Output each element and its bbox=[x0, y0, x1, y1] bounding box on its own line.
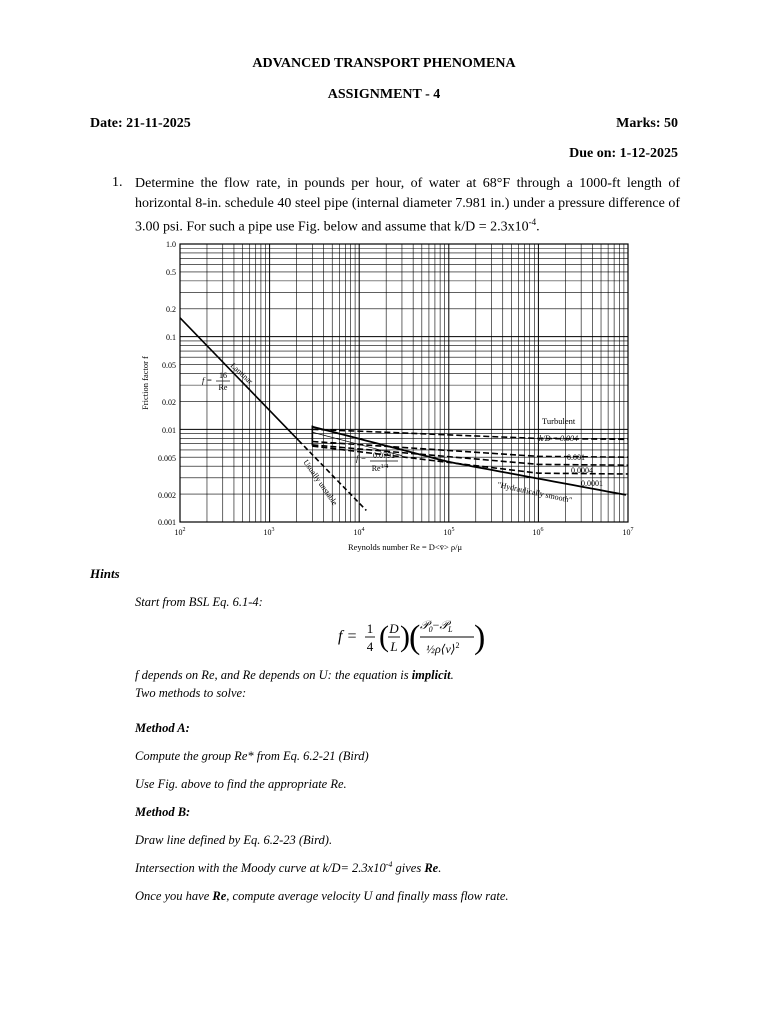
hint-final bbox=[135, 889, 509, 904]
roughness-label-0-001: 0.001 bbox=[567, 453, 585, 462]
x-tick-1e3: $10^3$ bbox=[263, 527, 275, 537]
roughness-label-0-0001: 0.0001 bbox=[581, 479, 603, 488]
blasius-eq-num: 0.0791 bbox=[373, 451, 395, 460]
hint-implicit bbox=[135, 668, 454, 683]
y-tick-0-02: 0.02 bbox=[162, 398, 176, 407]
y-tick-labels bbox=[158, 240, 176, 527]
eq-denominator: ½ρ⟨v⟩$^2$ bbox=[426, 641, 460, 656]
y-tick-0-01: 0.01 bbox=[162, 426, 176, 435]
roughness-label-0-004: k/D = 0.004 bbox=[539, 434, 578, 443]
question-body: Determine the flow rate, in pounds per hour, of water at 68°F through a 1000-ft length of horizontal 8-in. schedule 40 steel pipe (internal diameter 7.981 in.) under a pressure difference of 3.00 psi. For such a pipe use Fig. below and assume that k/D = 2.3x10 bbox=[135, 176, 680, 235]
unstable-label: Usually unstable bbox=[301, 457, 340, 508]
turbulent-label: Turbulent bbox=[542, 416, 576, 426]
eq-quarter-den: 4 bbox=[366, 639, 374, 654]
laminar-eq-den: Re bbox=[218, 383, 228, 392]
eq-L: L bbox=[390, 639, 398, 654]
method-a-step-2: Use Fig. above to find the appropriate Re. bbox=[135, 777, 347, 791]
hints-heading: Hints bbox=[90, 566, 120, 581]
hint-implicit-bold: implicit bbox=[411, 668, 451, 682]
equation-6-1-4 bbox=[336, 608, 486, 664]
hint-implicit-post: . bbox=[450, 668, 454, 682]
question-number: 1. bbox=[112, 175, 123, 190]
method-a-heading: Method A: bbox=[135, 721, 190, 735]
smooth-label: "Hydraulically smooth" bbox=[496, 480, 573, 505]
chart-curves bbox=[180, 318, 628, 511]
method-b-step-2-post: . bbox=[438, 861, 442, 876]
marks-label: Marks: 50 bbox=[616, 116, 678, 131]
due-date-label: Due on: 1-12-2025 bbox=[569, 146, 678, 161]
y-tick-0-005: 0.005 bbox=[158, 454, 176, 463]
hint-final-bold: Re bbox=[212, 889, 227, 903]
blasius-equation bbox=[356, 451, 398, 473]
x-tick-1e7: $10^7$ bbox=[622, 527, 634, 537]
eq-numerator: 𝒫$_0$−𝒫$_L$ bbox=[420, 618, 453, 634]
y-tick-0-002: 0.002 bbox=[158, 491, 176, 500]
blasius-eq-den: $Re^{1/4}$ bbox=[371, 464, 389, 473]
eq-quarter-num: 1 bbox=[366, 621, 374, 636]
x-tick-1e4: $10^4$ bbox=[353, 527, 365, 537]
method-b-step-2-bold: Re bbox=[424, 861, 439, 876]
hint-start: Start from BSL Eq. 6.1-4: bbox=[135, 595, 263, 609]
method-a-step-1: Compute the group Re* from Eq. 6.2-21 (Bird) bbox=[135, 749, 369, 763]
eq-f: f = bbox=[338, 628, 358, 645]
y-tick-1: 1.0 bbox=[166, 240, 176, 249]
x-axis-label: Reynolds number Re = D<v̄> ρ/μ bbox=[347, 542, 463, 552]
laminar-eq-lhs: f = bbox=[202, 375, 213, 385]
hint-implicit-pre: f depends on Re, and Re depends on U: the equation is bbox=[135, 668, 412, 682]
eq-D: D bbox=[389, 621, 399, 636]
y-tick-0-001: 0.001 bbox=[158, 518, 176, 527]
method-b-step-2-exp: -4 bbox=[385, 860, 393, 869]
method-b-step-1: Draw line defined by Eq. 6.2-23 (Bird). bbox=[135, 833, 333, 847]
laminar-eq-num: 16 bbox=[219, 371, 227, 380]
roughness-label-0-0004: 0.0004 bbox=[571, 466, 593, 475]
eq-paren-open-1: ( bbox=[379, 620, 389, 653]
eq-paren-open-2: ( bbox=[409, 619, 421, 656]
hint-final-post: , compute average velocity U and finally mass flow rate. bbox=[226, 889, 509, 903]
friction-factor-chart bbox=[130, 236, 650, 558]
x-tick-1e2: $10^2$ bbox=[174, 527, 186, 537]
method-b-heading: Method B: bbox=[135, 805, 191, 819]
laminar-equation bbox=[202, 371, 230, 392]
question-end: . bbox=[536, 219, 540, 235]
y-axis-label: Friction factor f bbox=[140, 356, 150, 410]
method-b-step-2-pre: Intersection with the Moody curve at k/D= 2.3x10 bbox=[135, 861, 386, 876]
hint-final-pre: Once you have bbox=[135, 889, 213, 903]
x-tick-1e5: $10^5$ bbox=[443, 527, 455, 537]
y-tick-0-2: 0.2 bbox=[166, 305, 176, 314]
course-title: ADVANCED TRANSPORT PHENOMENA bbox=[252, 56, 516, 71]
blasius-eq-lhs: f = bbox=[356, 453, 367, 463]
y-tick-0-1: 0.1 bbox=[166, 333, 176, 342]
y-tick-0-5: 0.5 bbox=[166, 268, 176, 277]
rough-curve-0-004 bbox=[312, 429, 628, 439]
eq-paren-close-2: ) bbox=[474, 619, 486, 656]
x-tick-1e6: $10^6$ bbox=[532, 527, 544, 537]
y-tick-0-05: 0.05 bbox=[162, 361, 176, 370]
method-b-step-2 bbox=[135, 860, 441, 876]
question-exponent: -4 bbox=[528, 217, 537, 227]
x-tick-labels bbox=[175, 527, 634, 537]
eq-paren-close-1: ) bbox=[400, 620, 410, 653]
assignment-title: ASSIGNMENT - 4 bbox=[327, 87, 441, 102]
question-text bbox=[135, 174, 680, 237]
laminar-label: Laminar bbox=[228, 360, 255, 386]
date-label: Date: 21-11-2025 bbox=[90, 116, 191, 131]
method-b-step-2-mid: gives bbox=[392, 861, 425, 876]
hint-two-methods: Two methods to solve: bbox=[135, 686, 247, 700]
